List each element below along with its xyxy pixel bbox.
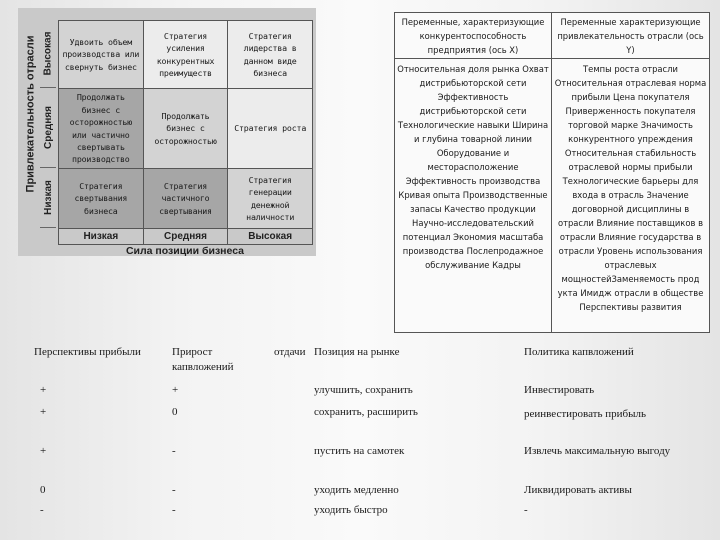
- y-variables-list: Темпы роста отрасли Относительная отраслевая норма прибыли Цена покупателя Приверженность покупателя торговой марке Значимость конкурентного упреждения Относительная стабильность отраслевой нормы прибыли Технологические барьеры для входа в отрасль Значение договорной дисциплины в отрасли Влияние поставщиков в отрасли Влияние государства в отрасли Уровень использования отраслевых мощностейЗаменяемость прод укта Имидж отрасли в обществе Перспективы развития: [554, 64, 707, 312]
- cell-position: улучшить, сохранить: [314, 384, 413, 396]
- row-label-medium: Средняя: [40, 88, 56, 168]
- x-variables-list: Относительная доля рынка Охват дистрибьюторской сети Эффективность дистрибьюторской сети Технологические навыки Ширина и глубина товарной линии Оборудование и месторасположение Эффективность производства Кривая опыта Производственные запасы Качество продукции Научно-исследовательский потенциал Экономия масштаба производства Послепродажное обслуживание Кадры: [395, 59, 552, 332]
- cell-profit: 0: [40, 484, 46, 496]
- cell-profit: +: [40, 406, 47, 418]
- column-label-low: Низкая: [59, 228, 144, 244]
- cell-policy: реинвестировать прибыль: [524, 408, 647, 420]
- matrix-cell: Продолжать бизнес с осторожностью или частично свертывать производство: [59, 89, 144, 169]
- matrix-cell: Стратегия свертывания бизнеса: [59, 169, 144, 229]
- column-labels: [58, 228, 313, 245]
- matrix-cell: Удвоить объем производства или свернуть бизнес: [59, 21, 144, 89]
- cell-policy: -: [524, 504, 528, 516]
- matrix-cell: Стратегия лидерства в данном виде бизнеса: [228, 21, 313, 89]
- ge-matrix-image: [18, 8, 316, 256]
- header-profit-outlook: Перспективы прибыли: [34, 346, 141, 358]
- matrix-grid: [58, 20, 313, 229]
- cell-policy: Инвестировать: [524, 384, 595, 396]
- matrix-cell: Стратегия частичного свертывания: [144, 169, 229, 229]
- header-market-position: Позиция на рынке: [314, 346, 400, 358]
- cell-profit: +: [40, 384, 47, 396]
- strategy-table: [34, 340, 704, 530]
- cell-position: уходить медленно: [314, 484, 399, 496]
- variables-table: [394, 12, 710, 333]
- cell-policy: Ликвидировать активы: [524, 484, 632, 496]
- matrix-cell: Стратегия роста: [228, 89, 313, 169]
- cell-position: сохранить, расширить: [314, 406, 418, 418]
- y-variables-header: Переменные характеризующие привлекательность отрасли (ось Y): [552, 13, 709, 59]
- matrix-cell: Продолжать бизнес с осторожностью: [144, 89, 229, 169]
- cell-profit: +: [40, 445, 47, 457]
- row-label-low: Низкая: [40, 168, 56, 228]
- x-axis-title: Сила позиции бизнеса: [125, 245, 245, 257]
- cell-position: уходить быстро: [314, 504, 388, 516]
- y-axis-title: Привлекательность отрасли: [24, 35, 37, 193]
- matrix-cell: Стратегия генерации денежной наличности: [228, 169, 313, 229]
- x-variables-header: Переменные, характеризующие конкурентоспособность предприятия (ось X): [395, 13, 552, 59]
- cell-position: пустить на самотек: [314, 445, 405, 457]
- matrix-cell: Стратегия усиления конкурентных преимуществ: [144, 21, 229, 89]
- cell-growth: -: [172, 484, 176, 496]
- cell-growth: +: [172, 384, 179, 396]
- cell-growth: -: [172, 504, 176, 516]
- column-label-medium: Средняя: [144, 228, 229, 244]
- header-investment-growth: Прирост капвложений: [172, 346, 234, 373]
- cell-growth: -: [172, 445, 176, 457]
- cell-policy: Извлечь максимальную выгоду: [524, 445, 671, 457]
- cell-growth: 0: [172, 406, 178, 418]
- header-returns: отдачи: [274, 346, 306, 358]
- cell-profit: -: [40, 504, 44, 516]
- header-investment-policy: Политика капвложений: [524, 346, 634, 358]
- row-label-high: Высокая: [40, 20, 56, 88]
- column-label-high: Высокая: [228, 228, 313, 244]
